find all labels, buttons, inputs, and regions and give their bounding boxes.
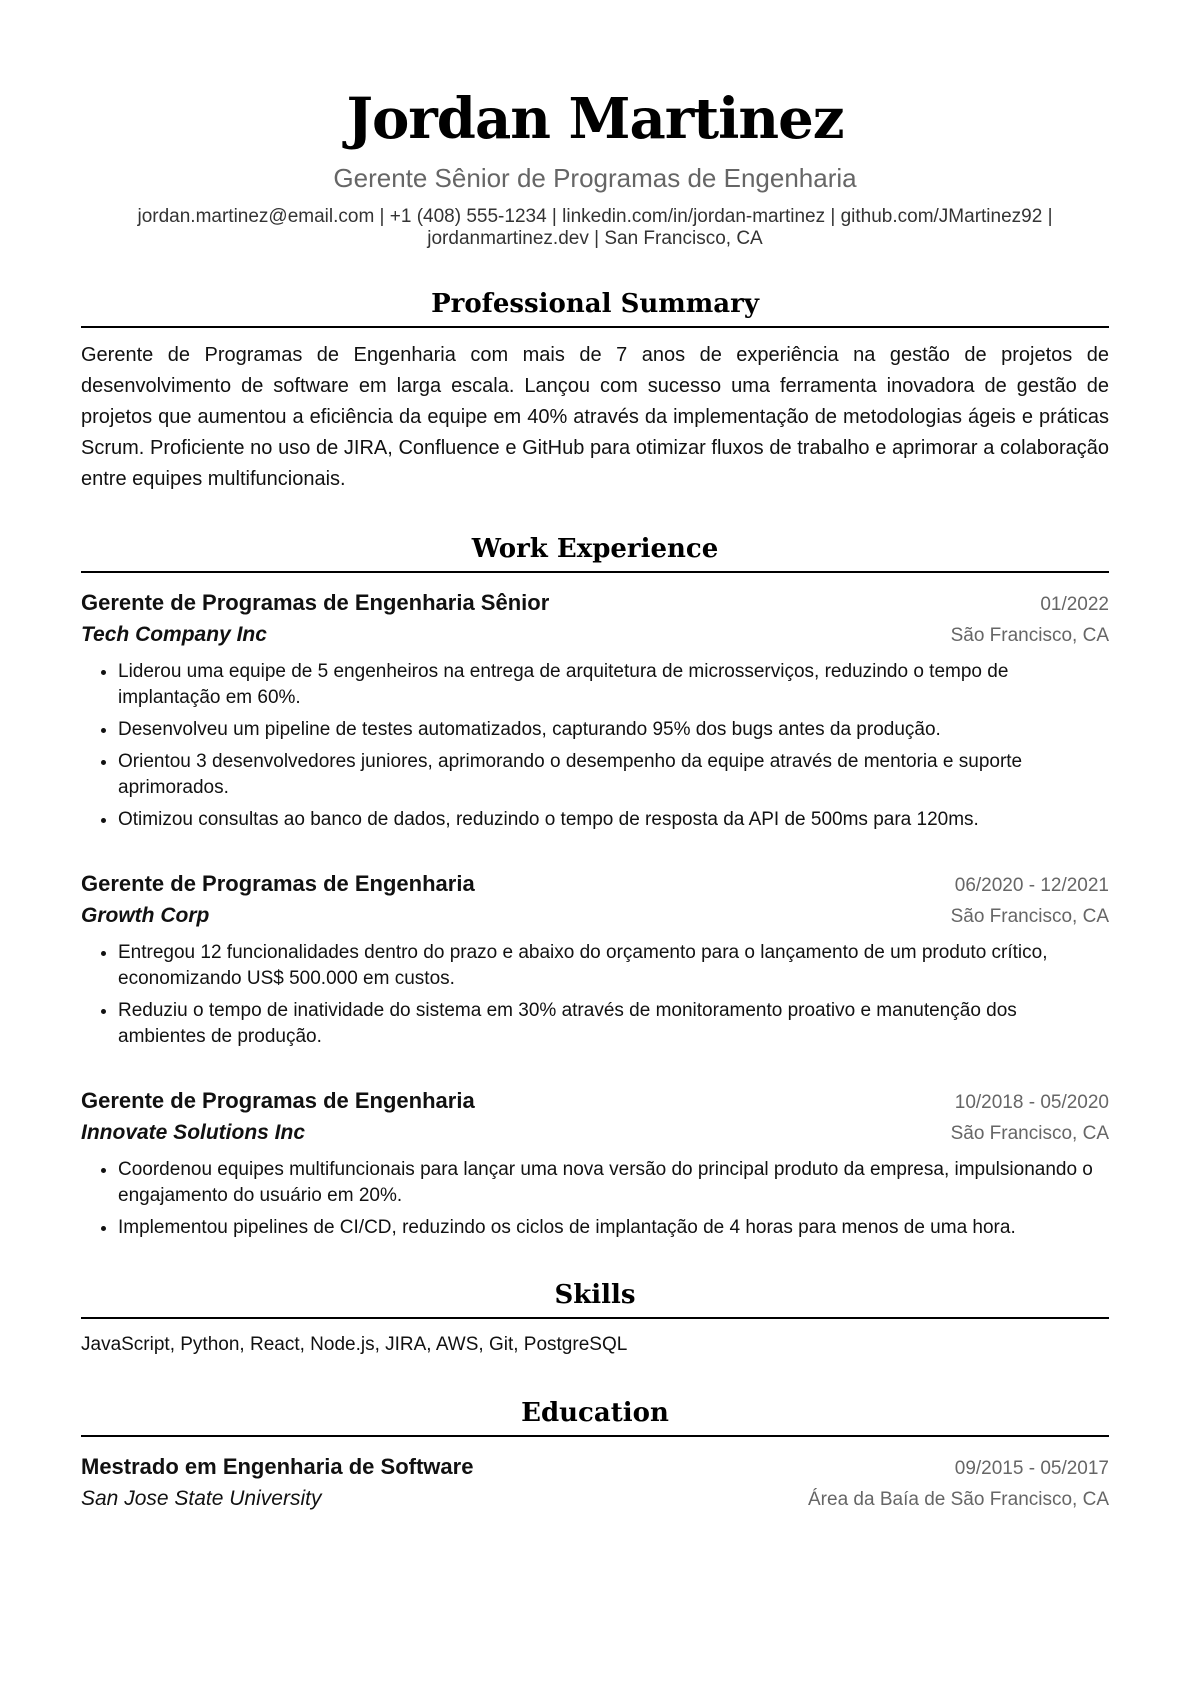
job-bullet: • Desenvolveu um pipeline de testes automatizados, capturando 95% dos bugs antes da produção. <box>118 717 1109 743</box>
resume-header <box>81 86 1109 250</box>
section-title: Work Experience <box>81 533 1109 573</box>
education-school: San Jose State University <box>81 1487 322 1510</box>
job-role: Gerente de Programas de Engenharia Sênior <box>81 590 550 615</box>
job-location: São Francisco, CA <box>950 1123 1109 1144</box>
experience-section <box>81 533 1109 1241</box>
job-bullets <box>81 940 1109 1050</box>
candidate-name: Jordan Martinez <box>346 86 844 152</box>
education-entry <box>81 1452 1109 1515</box>
job-entry <box>81 588 1109 833</box>
summary-text: Gerente de Programas de Engenharia com mais de 7 anos de experiência na gestão de projetos de desenvolvimento de software em larga escala. Lançou com sucesso uma ferramenta inovadora de gestão de projetos que aumentou a eficiência da equipe em 40% através da implementação de metodologias ágeis e práticas Scrum. Proficiente no uso de JIRA, Confluence e GitHub para otimizar fluxos de trabalho e aprimorar a colaboração entre equipes multifuncionais. <box>81 344 1109 490</box>
job-company: Tech Company Inc <box>81 623 267 646</box>
section-title: Education <box>81 1397 1109 1437</box>
section-title: Skills <box>81 1279 1109 1319</box>
skills-list: JavaScript, Python, React, Node.js, JIRA, AWS, Git, PostgreSQL <box>81 1334 628 1355</box>
job-location: São Francisco, CA <box>950 625 1109 646</box>
contact-info <box>81 206 1109 250</box>
job-entry <box>81 869 1109 1050</box>
summary-section <box>81 288 1109 495</box>
job-company: Growth Corp <box>81 904 210 927</box>
candidate-headline: Gerente Sênior de Programas de Engenharia <box>333 163 857 193</box>
skills-section <box>81 1279 1109 1359</box>
job-bullet: • Coordenou equipes multifuncionais para lançar uma nova versão do principal produto da empresa, impulsionando o engajamento do usuário em 20%. <box>118 1157 1109 1209</box>
job-date: 06/2020 - 12/2021 <box>954 875 1109 896</box>
job-bullets <box>81 659 1109 833</box>
job-date: 10/2018 - 05/2020 <box>954 1092 1109 1113</box>
job-bullet: • Entregou 12 funcionalidades dentro do prazo e abaixo do orçamento para o lançamento de um produto crítico, economizando US$ 500.000 em custos. <box>118 940 1109 992</box>
contact-line: jordanmartinez.dev | San Francisco, CA <box>427 228 763 249</box>
job-entry <box>81 1086 1109 1241</box>
job-bullet: • Otimizou consultas ao banco de dados, reduzindo o tempo de resposta da API de 500ms para 120ms. <box>118 807 1109 833</box>
job-bullets <box>81 1157 1109 1241</box>
job-date: 01/2022 <box>1040 594 1109 615</box>
education-degree: Mestrado em Engenharia de Software <box>81 1454 474 1479</box>
job-bullet: • Reduziu o tempo de inatividade do sistema em 30% através de monitoramento proativo e manutenção dos ambientes de produção. <box>118 998 1109 1050</box>
job-bullet: • Orientou 3 desenvolvedores juniores, aprimorando o desempenho da equipe através de mentoria e suporte aprimorados. <box>118 749 1109 801</box>
education-section <box>81 1397 1109 1515</box>
education-date: 09/2015 - 05/2017 <box>954 1458 1109 1479</box>
job-role: Gerente de Programas de Engenharia <box>81 1088 475 1113</box>
contact-line: jordan.martinez@email.com | +1 (408) 555-1234 | linkedin.com/in/jordan-martinez | github.com/JMartinez92 | <box>137 206 1053 227</box>
section-title: Professional Summary <box>81 288 1109 328</box>
job-bullet: • Liderou uma equipe de 5 engenheiros na entrega de arquitetura de microsserviços, reduzindo o tempo de implantação em 60%. <box>118 659 1109 711</box>
job-bullet: • Implementou pipelines de CI/CD, reduzindo os ciclos de implantação de 4 horas para menos de uma hora. <box>118 1215 1109 1241</box>
job-location: São Francisco, CA <box>950 906 1109 927</box>
job-role: Gerente de Programas de Engenharia <box>81 871 475 896</box>
education-location: Área da Baía de São Francisco, CA <box>808 1489 1109 1510</box>
job-company: Innovate Solutions Inc <box>81 1121 306 1144</box>
